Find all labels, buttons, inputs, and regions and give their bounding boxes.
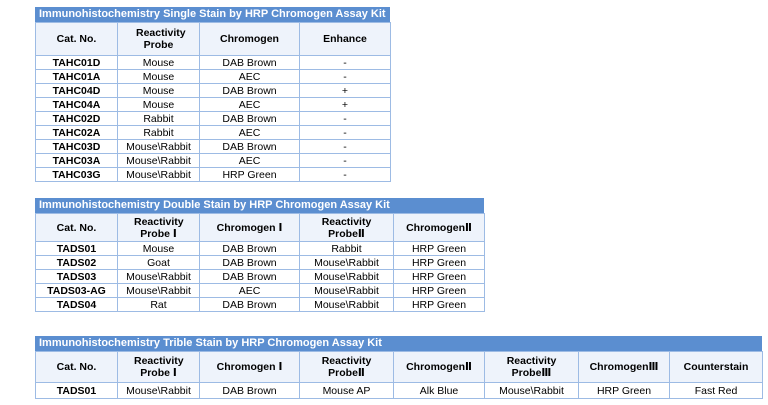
table-cell: - (300, 56, 391, 70)
table-cell: Mouse\Rabbit (300, 270, 394, 284)
column-header: Reactivity ProbeⅢ (485, 352, 579, 383)
table-cell: HRP Green (394, 284, 485, 298)
table-row (36, 154, 391, 168)
table-cell: DAB Brown (200, 140, 300, 154)
column-header: Reactivity ProbeⅡ (300, 352, 394, 383)
column-header: ChromogenⅡ (394, 214, 485, 242)
table-cell: AEC (200, 126, 300, 140)
cat-no-cell: TAHC03A (36, 154, 118, 168)
table-cell: Mouse (118, 98, 200, 112)
single-stain-table-block (35, 7, 390, 182)
triple-stain-table-block (35, 336, 762, 399)
table-row (36, 70, 391, 84)
table-cell: Goat (118, 256, 200, 270)
column-header: Chromogen Ⅰ (200, 352, 300, 383)
column-header: Reactivity Probe Ⅰ (118, 214, 200, 242)
double-stain-table-block (35, 198, 484, 312)
table-cell: DAB Brown (200, 84, 300, 98)
double-stain-title: Immunohistochemistry Double Stain by HRP Chromogen Assay Kit (35, 198, 484, 213)
table-cell: Mouse (118, 84, 200, 98)
table-cell: Mouse AP (300, 383, 394, 399)
table-cell: Rabbit (300, 242, 394, 256)
table-cell: - (300, 168, 391, 182)
table-cell: Mouse\Rabbit (118, 270, 200, 284)
table-cell: - (300, 154, 391, 168)
triple-stain-table (35, 351, 763, 399)
column-header: Reactivity ProbeⅡ (300, 214, 394, 242)
cat-no-cell: TADS03 (36, 270, 118, 284)
table-row (36, 56, 391, 70)
table-cell: Mouse (118, 242, 200, 256)
table-cell: Mouse\Rabbit (300, 298, 394, 312)
table-header-row (36, 23, 391, 56)
triple-stain-title: Immunohistochemistry Trible Stain by HRP Chromogen Assay Kit (35, 336, 762, 351)
table-cell: - (300, 140, 391, 154)
column-header: Chromogen Ⅰ (200, 214, 300, 242)
triple-stain-body (36, 383, 763, 399)
cat-no-cell: TAHC02A (36, 126, 118, 140)
table-row (36, 284, 485, 298)
table-cell: AEC (200, 284, 300, 298)
table-cell: Mouse (118, 70, 200, 84)
table-cell: DAB Brown (200, 298, 300, 312)
table-cell: Fast Red (670, 383, 763, 399)
table-cell: Rabbit (118, 126, 200, 140)
table-cell: AEC (200, 154, 300, 168)
table-row (36, 98, 391, 112)
table-row (36, 242, 485, 256)
table-cell: Alk Blue (394, 383, 485, 399)
table-cell: DAB Brown (200, 112, 300, 126)
single-stain-table (35, 22, 391, 182)
column-header: Chromogen (200, 23, 300, 56)
cat-no-cell: TAHC04A (36, 98, 118, 112)
table-cell: Mouse\Rabbit (300, 284, 394, 298)
table-cell: Mouse (118, 56, 200, 70)
column-header: Enhance (300, 23, 391, 56)
table-row (36, 298, 485, 312)
table-cell: Rabbit (118, 112, 200, 126)
cat-no-cell: TAHC03D (36, 140, 118, 154)
cat-no-cell: TAHC02D (36, 112, 118, 126)
table-cell: AEC (200, 70, 300, 84)
double-stain-table (35, 213, 485, 312)
column-header: Cat. No. (36, 352, 118, 383)
table-cell: Mouse\Rabbit (485, 383, 579, 399)
column-header: ChromogenⅡ (394, 352, 485, 383)
cat-no-cell: TAHC01D (36, 56, 118, 70)
table-cell: HRP Green (394, 270, 485, 284)
cat-no-cell: TADS02 (36, 256, 118, 270)
table-cell: Mouse\Rabbit (118, 284, 200, 298)
cat-no-cell: TADS01 (36, 242, 118, 256)
table-cell: Rat (118, 298, 200, 312)
column-header: Cat. No. (36, 214, 118, 242)
cat-no-cell: TAHC01A (36, 70, 118, 84)
table-cell: HRP Green (200, 168, 300, 182)
table-row (36, 383, 763, 399)
table-cell: DAB Brown (200, 56, 300, 70)
table-cell: Mouse\Rabbit (300, 256, 394, 270)
table-cell: Mouse\Rabbit (118, 383, 200, 399)
column-header: Reactivity Probe (118, 23, 200, 56)
cat-no-cell: TAHC04D (36, 84, 118, 98)
double-stain-body (36, 242, 485, 312)
table-cell: HRP Green (394, 242, 485, 256)
table-header-row (36, 214, 485, 242)
column-header: Cat. No. (36, 23, 118, 56)
table-cell: Mouse\Rabbit (118, 168, 200, 182)
table-cell: + (300, 98, 391, 112)
table-cell: DAB Brown (200, 270, 300, 284)
column-header: Counterstain (670, 352, 763, 383)
single-stain-body (36, 56, 391, 182)
table-cell: HRP Green (394, 298, 485, 312)
column-header: ChromogenⅢ (579, 352, 670, 383)
cat-no-cell: TAHC03G (36, 168, 118, 182)
table-cell: Mouse\Rabbit (118, 154, 200, 168)
table-cell: Mouse\Rabbit (118, 140, 200, 154)
table-cell: - (300, 126, 391, 140)
table-cell: HRP Green (394, 256, 485, 270)
table-cell: DAB Brown (200, 242, 300, 256)
table-cell: AEC (200, 98, 300, 112)
table-cell: DAB Brown (200, 383, 300, 399)
cat-no-cell: TADS04 (36, 298, 118, 312)
table-row (36, 140, 391, 154)
table-cell: DAB Brown (200, 256, 300, 270)
cat-no-cell: TADS03-AG (36, 284, 118, 298)
table-cell: - (300, 70, 391, 84)
table-cell: + (300, 84, 391, 98)
table-row (36, 84, 391, 98)
table-cell: HRP Green (579, 383, 670, 399)
table-header-row (36, 352, 763, 383)
table-cell: - (300, 112, 391, 126)
table-row (36, 126, 391, 140)
table-row (36, 256, 485, 270)
cat-no-cell: TADS01 (36, 383, 118, 399)
table-row (36, 112, 391, 126)
single-stain-title: Immunohistochemistry Single Stain by HRP Chromogen Assay Kit (35, 7, 390, 22)
table-row (36, 270, 485, 284)
table-row (36, 168, 391, 182)
column-header: Reactivity Probe Ⅰ (118, 352, 200, 383)
